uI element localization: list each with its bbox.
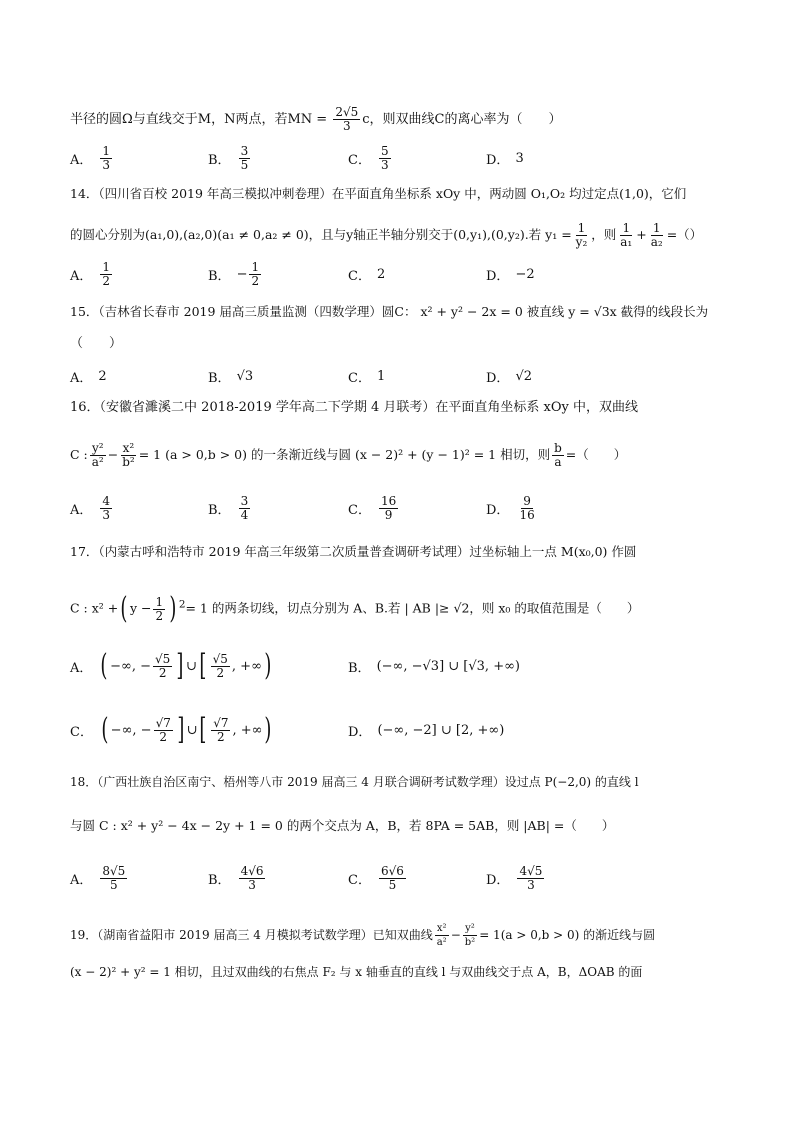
q18-option-b[interactable]: B． $\frac{4√6}{3}$ — [208, 863, 264, 892]
q16-option-b[interactable]: B． $\frac{3}{4}$ — [208, 493, 249, 522]
q16-option-a[interactable]: A． $\frac{4}{3}$ — [70, 493, 111, 522]
q13-option-c[interactable]: C． $\frac{5}{3}$ — [348, 143, 389, 172]
q13-option-a[interactable]: A． $\frac{1}{3}$ — [70, 143, 111, 172]
q13-option-b[interactable]: B． $\frac{3}{5}$ — [208, 143, 249, 172]
q16-option-d[interactable]: D． $\frac{9}{16}$ — [486, 493, 535, 522]
q18-stem-line2: 与圆 C : x² + y² − 4x − 2y + 1 = 0 的两个交点为 A，B，若 8PA = 5AB，则 |AB| =（ ） — [70, 818, 615, 833]
q14-option-b[interactable]: B． − $\frac{1}{2}$ — [208, 259, 260, 288]
q14-options — [70, 256, 730, 292]
q14-option-a[interactable]: A． $\frac{1}{2}$ — [70, 259, 111, 288]
q17-options-row2 — [70, 712, 730, 748]
q17-option-d[interactable]: D． (−∞, −2] ∪ [2, +∞) — [348, 722, 505, 740]
q17-option-a[interactable]: A． ( −∞, − $\frac{√5}{2}$ ] ∪ [ $\frac{√5}{2}$ , +∞ ) — [70, 648, 272, 683]
q16-option-c[interactable]: C． $\frac{16}{9}$ — [348, 493, 397, 522]
q15-option-b[interactable]: B． √3 — [208, 368, 254, 386]
q18-option-a[interactable]: A． $\frac{8√5}{5}$ — [70, 863, 126, 892]
q19-stem-line1: 19．（湖南省益阳市 2019 届高三 4 月模拟考试数学理）已知双曲线 $\frac{\text{x²}}{\text{a²}}$ − $\frac{\text{y²}}{\text{b²}}$ = 1(a > 0,b > 0) 的渐近线与圆 — [70, 923, 656, 948]
q13-text: 半径的圆Ω与直线交于M，N两点，若MN = $\frac{2√5}{3}$ c，则双曲线C的离心率为（ ） — [70, 105, 562, 133]
q13-option-d[interactable]: D． 3 — [486, 150, 524, 168]
q19-stem-line2: (x − 2)² + y² = 1 相切，且过双曲线的右焦点 F₂ 与 x 轴垂直的直线 l 与双曲线交于点 A，B，ΔOAB 的面 — [70, 965, 643, 979]
q15-stem-line2: （ ） — [70, 336, 123, 351]
q13-fraction: $\frac{2√5}{3}$ — [335, 105, 359, 133]
q14-stem-line1: 14．（四川省百校 2019 年高三模拟冲刺卷理）在平面直角坐标系 xOy 中，两动圆 O₁,O₂ 均过定点(1,0)，它们 — [70, 186, 687, 201]
q17-option-c[interactable]: C． ( −∞, − $\frac{√7}{2}$ ] ∪ [ $\frac{√7}{2}$ , +∞ ) — [70, 712, 272, 747]
q17-option-b[interactable]: B． (−∞, −√3] ∪ [√3, +∞) — [348, 658, 520, 676]
q14-stem-line2: 的圆心分别为(a₁,0),(a₂,0)(a₁ ≠ 0,a₂ ≠ 0)，且与y轴正半轴分别交于(0,y₁),(0,y₂).若 y₁ = $\frac{1}{\text{y₂}}$ ，则 $\frac{1}{\text{a₁}}$ + $\frac{1}{\text{a₂}}$ =（） — [70, 221, 703, 249]
q17-stem-line2: C : x² +( y − $\frac{1}{2}$ ) $^2$= 1 的两条切线，切点分别为 A、B.若 | AB |≥ √2，则 x₀ 的取值范围是（ ） — [70, 591, 640, 626]
q17-options-row1 — [70, 648, 730, 684]
q16-stem-line1: 16．（安徽省濉溪二中 2018-2019 学年高二下学期 4 月联考）在平面直角坐标系 xOy 中，双曲线 — [70, 400, 639, 415]
q18-stem-line1: 18．（广西壮族自治区南宁、梧州等八市 2019 届高三 4 月联合调研考试数学理）设过点 P(−2,0) 的直线 l — [70, 775, 639, 789]
q14-option-d[interactable]: D． −2 — [486, 266, 535, 284]
q18-option-c[interactable]: C． $\frac{6√6}{5}$ — [348, 863, 404, 892]
q18-options — [70, 860, 730, 896]
q17-stem-line1: 17．（内蒙古呼和浩特市 2019 年高三年级第二次质量普查调研考试理）过坐标轴上一点 M(x₀,0) 作圆 — [70, 544, 637, 559]
q15-option-c[interactable]: C． 1 — [348, 368, 386, 386]
q16-options — [70, 490, 730, 526]
q15-options — [70, 358, 730, 394]
q15-option-a[interactable]: A． 2 — [70, 368, 107, 386]
q14-option-c[interactable]: C． 2 — [348, 266, 386, 284]
q15-stem-line1: 15．（吉林省长春市 2019 届高三质量监测（四数学理）圆C： x² + y² − 2x = 0 被直线 y = √3x 截得的线段长为 — [70, 304, 709, 319]
q13-options — [70, 140, 730, 176]
q15-option-d[interactable]: D． √2 — [486, 368, 532, 386]
q18-option-d[interactable]: D． $\frac{4√5}{3}$ — [486, 863, 543, 892]
q16-stem-line2: C : $\frac{\text{y²}}{\text{a²}}$ − $\frac{\text{x²}}{\text{b²}}$ = 1 (a > 0,b > 0) 的一条渐近线与圆 (x − 2)² + (y − 1)² = 1 相切，则 $\frac{b}{a}$ =（ ） — [70, 441, 627, 469]
